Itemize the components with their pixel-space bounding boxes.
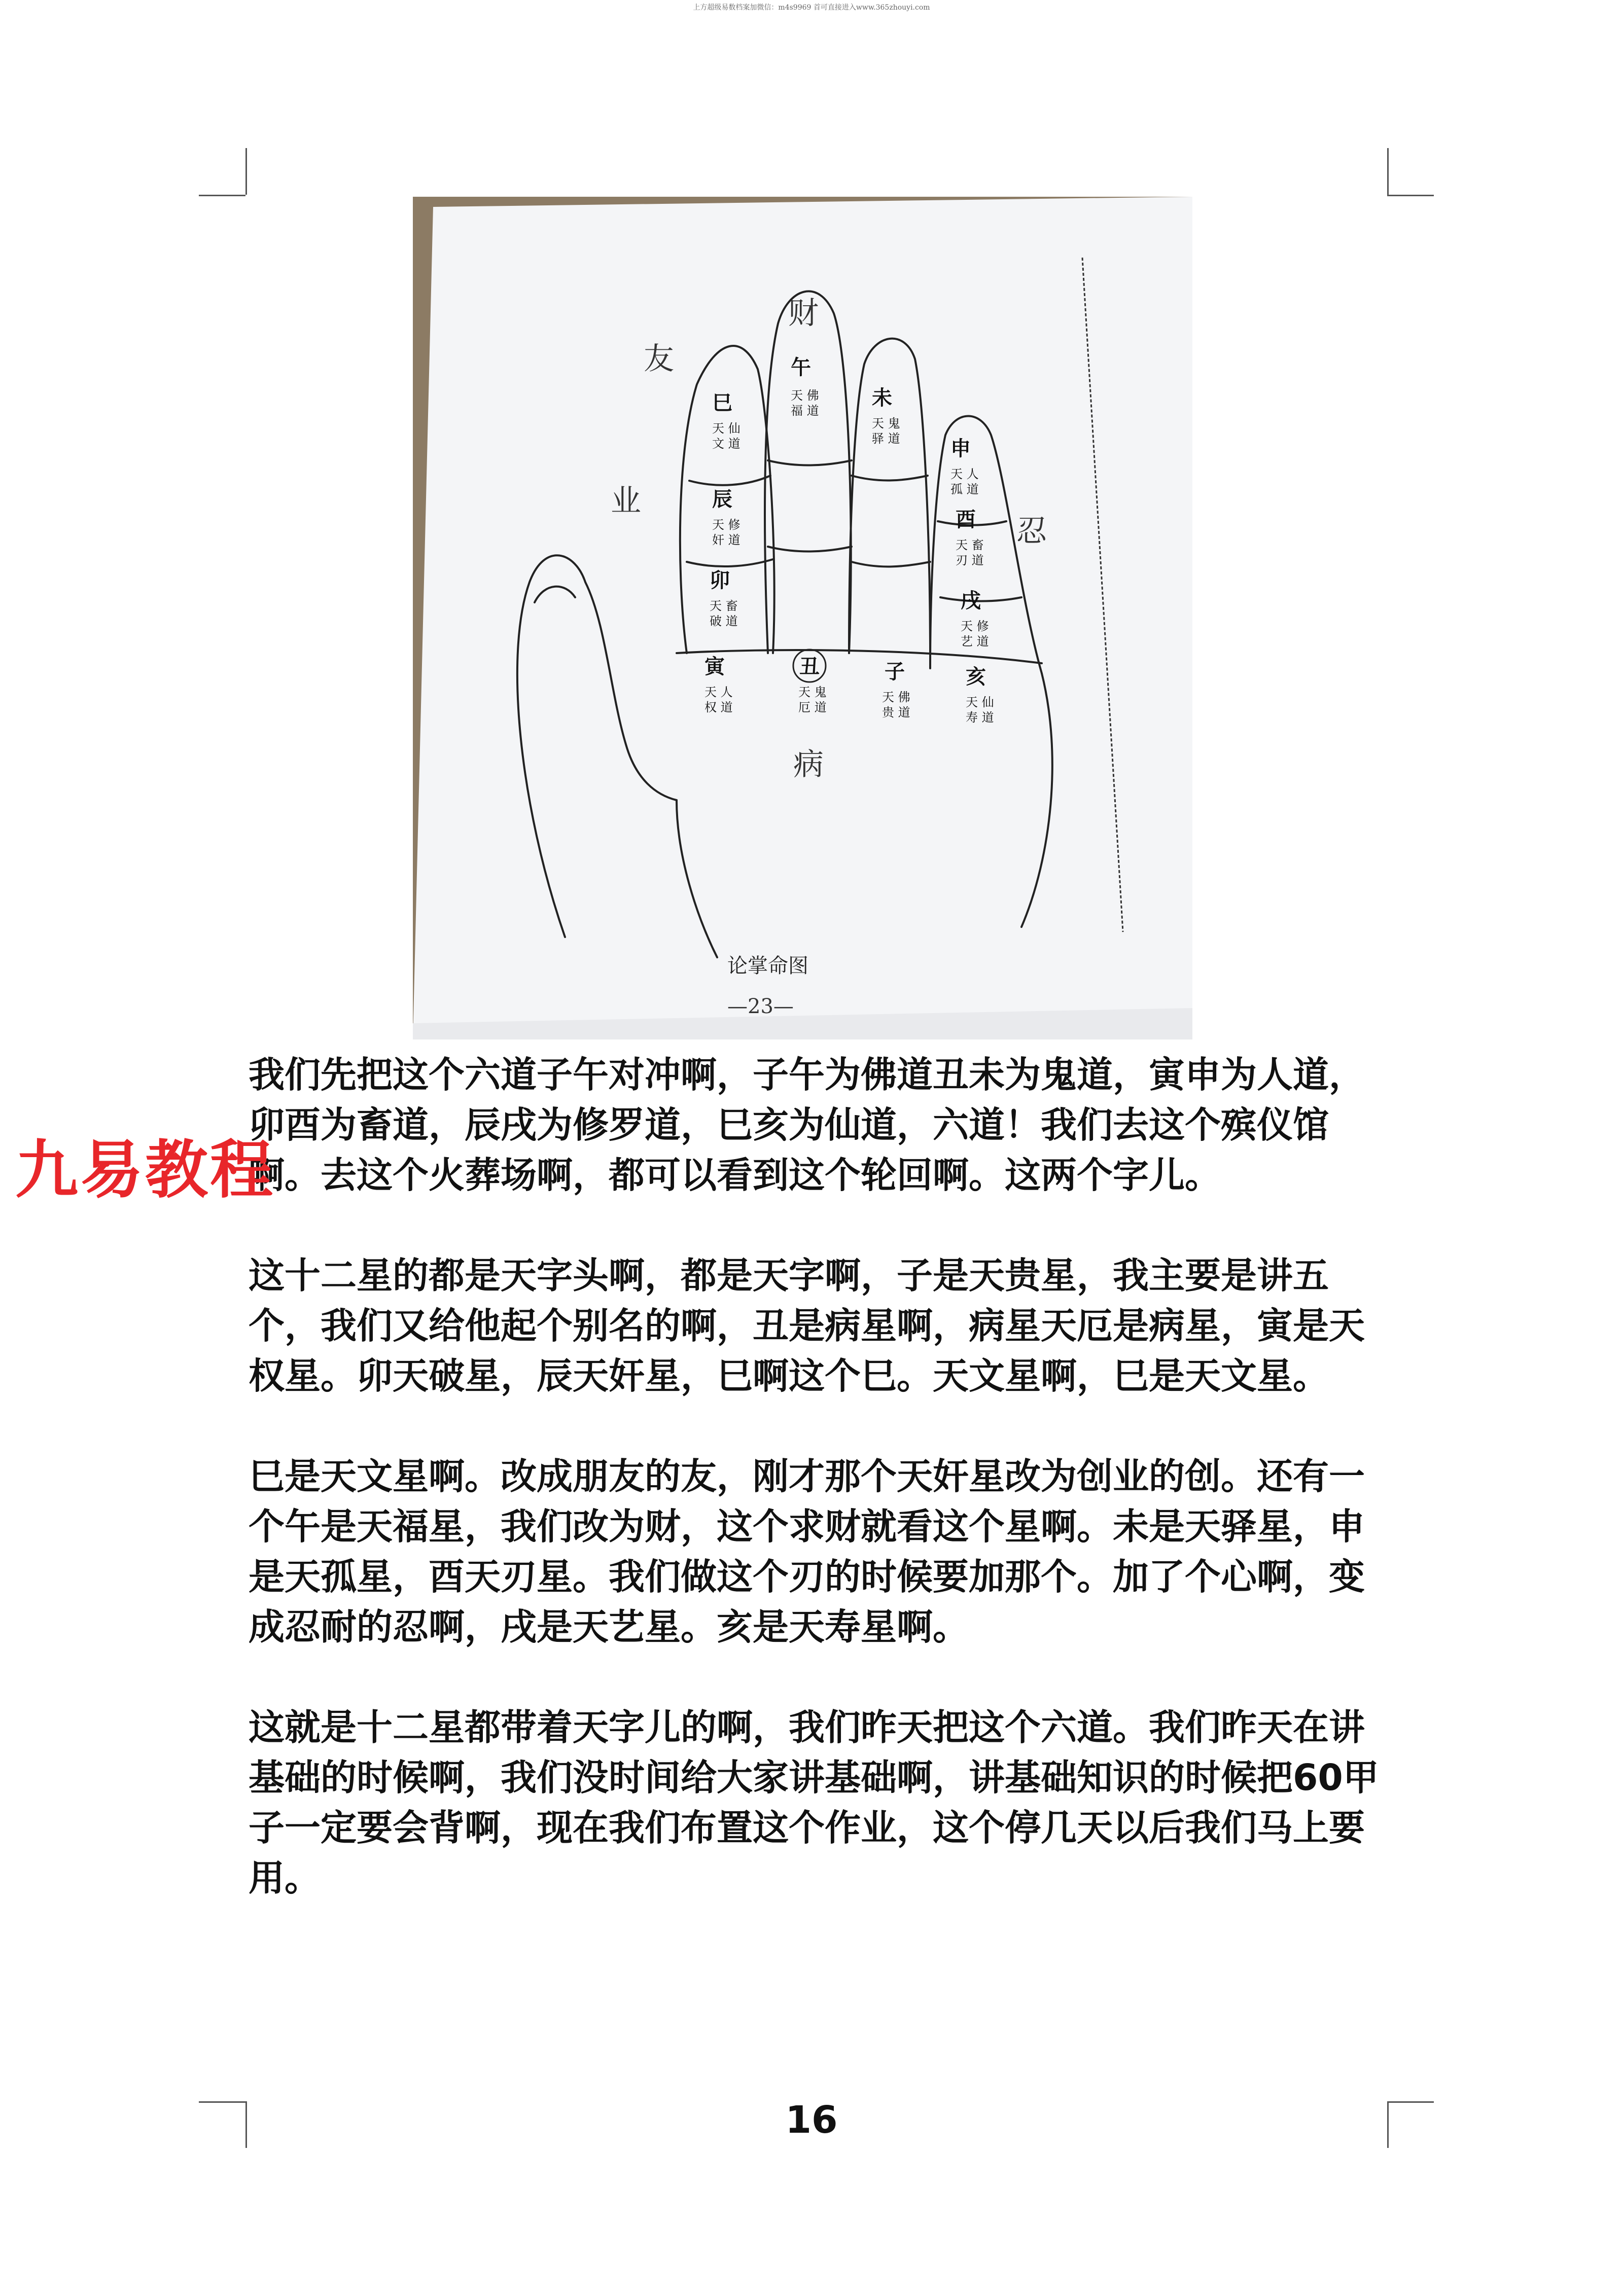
annotation-cai: 财 xyxy=(788,296,819,331)
palm-label-mao: 卯 xyxy=(710,568,730,592)
watermark: 九易教程 xyxy=(15,1134,275,1207)
svg-text:寿 道: 寿 道 xyxy=(966,710,994,725)
svg-text:破 道: 破 道 xyxy=(710,614,738,628)
annotation-you: 友 xyxy=(644,341,674,377)
paragraph-2: 这十二星的都是天字头啊，都是天字啊，子是天贵星，我主要是讲五个，我们又给他起个别名的啊，丑是病星啊，病星天厄是病星，寅是天权星。卯天破星，辰天奸星，巳啊这个巳。天文星啊，巳是天文星。 xyxy=(249,1254,1365,1397)
svg-text:天 鬼: 天 鬼 xyxy=(872,416,900,431)
paragraph-3: 巳是天文星啊。改成朋友的友，刚才那个天奸星改为创业的创。还有一个午是天福星，我们改为财，这个求财就看这个星啊。未是天驿星，申是天孤星，酉天刃星。我们做这个刃的时候要加那个。加了个心啊，变成忍耐的忍啊，戌是天艺星。亥是天寿星啊。 xyxy=(249,1455,1365,1648)
svg-text:天 修: 天 修 xyxy=(961,619,989,633)
svg-text:天 修: 天 修 xyxy=(712,518,740,532)
annotation-ye: 业 xyxy=(611,483,641,519)
svg-text:天 仙: 天 仙 xyxy=(712,421,740,436)
annotation-ren: 忍 xyxy=(1016,514,1047,549)
svg-text:孤 道: 孤 道 xyxy=(950,482,979,496)
svg-text:奸 道: 奸 道 xyxy=(712,533,740,547)
svg-text:天 畜: 天 畜 xyxy=(956,538,984,552)
svg-text:福 道: 福 道 xyxy=(791,404,819,418)
svg-text:权 道: 权 道 xyxy=(704,700,733,714)
body-text xyxy=(249,1050,1385,1953)
annotation-bing: 病 xyxy=(793,747,824,782)
header-note: 上方超级易数档案加微信：m4s9969 首可直接进入www.365zhouyi.com xyxy=(693,4,930,12)
palm-label-yin: 寅 xyxy=(704,655,725,678)
svg-text:天 鬼: 天 鬼 xyxy=(798,685,827,699)
diagram-caption: 论掌命图 xyxy=(727,954,808,978)
palm-label-wu: 午 xyxy=(791,355,811,379)
svg-text:天 仙: 天 仙 xyxy=(966,695,994,709)
palm-label-wei: 未 xyxy=(872,386,892,410)
palm-label-si: 巳 xyxy=(712,391,732,415)
palm-label-chen: 辰 xyxy=(712,487,732,511)
palm-label-chou: 丑 xyxy=(799,655,820,678)
svg-text:艺 道: 艺 道 xyxy=(961,634,989,649)
svg-text:文 道: 文 道 xyxy=(712,437,740,451)
svg-text:天 佛: 天 佛 xyxy=(791,388,819,403)
paragraph-4: 这就是十二星都带着天字儿的啊，我们昨天把这个六道。我们昨天在讲基础的时候啊，我们没时间给大家讲基础啊，讲基础知识的时候把60甲子一定要会背啊，现在我们布置这个作业，这个停几天以后我们马上要用。 xyxy=(249,1706,1379,1899)
palm-label-xu: 戌 xyxy=(961,589,981,613)
crop-mark-top-left-v xyxy=(245,148,247,195)
svg-text:天 人: 天 人 xyxy=(704,685,733,699)
page-number: 16 xyxy=(785,2098,838,2142)
palm-label-shen: 申 xyxy=(950,437,971,460)
crop-mark-top-right-v xyxy=(1387,148,1389,195)
svg-text:天 佛: 天 佛 xyxy=(882,690,910,704)
crop-mark-top-right-h xyxy=(1387,195,1434,196)
palm-label-hai: 亥 xyxy=(966,665,986,689)
diagram-page-mark: —23— xyxy=(727,995,794,1018)
paragraph-1: 我们先把这个六道子午对冲啊，子午为佛道丑未为鬼道，寅申为人道，卯酉为畜道，辰戌为修罗道，巳亥为仙道，六道！我们去这个殡仪馆啊。去这个火葬场啊，都可以看到这个轮回啊。这两个字儿。 xyxy=(249,1054,1365,1196)
svg-text:刃 道: 刃 道 xyxy=(956,553,984,567)
crop-mark-top-left-h xyxy=(199,195,245,196)
svg-text:驿 道: 驿 道 xyxy=(872,432,900,446)
palm-label-zi: 子 xyxy=(885,660,905,684)
svg-text:天 畜: 天 畜 xyxy=(710,599,738,613)
palm-label-you: 酉 xyxy=(956,508,976,531)
svg-text:天 人: 天 人 xyxy=(950,467,979,481)
svg-text:厄 道: 厄 道 xyxy=(798,700,827,714)
svg-text:贵 道: 贵 道 xyxy=(882,705,910,720)
palm-diagram-photo xyxy=(413,197,1192,1039)
